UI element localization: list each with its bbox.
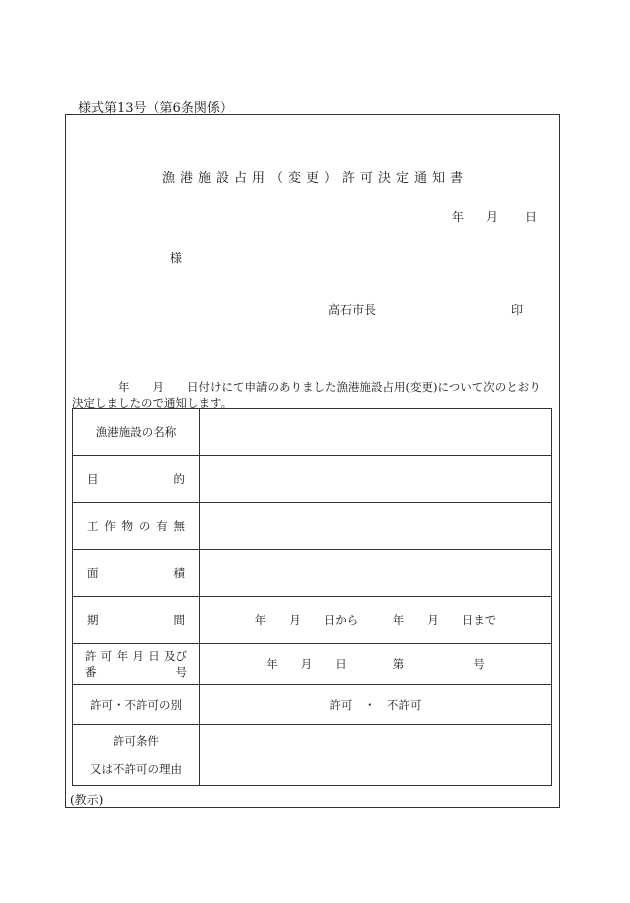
decision-value: 許可 ・ 不許可	[329, 697, 422, 712]
area-value	[200, 550, 552, 597]
conditions-label-line1: 許可条件	[113, 734, 159, 748]
structures-label: 工 作 物 の 有 無	[87, 519, 185, 533]
table-row-structures	[73, 503, 552, 550]
purpose-value	[200, 456, 552, 503]
period-value: 年 月 日から 年 月 日まで	[254, 613, 497, 627]
area-label: 面 積	[87, 566, 185, 580]
notice-table	[72, 408, 552, 786]
structures-value	[200, 503, 552, 550]
form-number: 様式第13号（第6条関係）	[78, 101, 233, 116]
permit-date-label-line1: 許 可 年 月 日 及び	[85, 649, 187, 663]
table-row-permit-date	[73, 644, 552, 685]
date-year: 年	[452, 210, 465, 224]
footnote-instruction: (教示)	[70, 793, 104, 807]
table-row-conditions	[73, 725, 552, 786]
permit-date-value: 年 月 日 第 号	[266, 657, 485, 671]
table-row-decision	[73, 685, 552, 725]
conditions-label-line2: 又は不許可の理由	[90, 762, 182, 776]
table-row-area	[73, 550, 552, 597]
purpose-label: 目 的	[87, 472, 185, 486]
body-text-line1: 年 月 日付けにて申請のありました漁港施設占用(変更)について次のとおり	[118, 380, 541, 394]
facility-name-label: 漁港施設の名称	[95, 425, 177, 439]
seal-mark: 印	[511, 303, 524, 317]
facility-name-value	[200, 409, 552, 456]
permit-date-label-line2: 番 号	[85, 665, 187, 679]
period-label: 期 間	[87, 613, 185, 627]
issuer-name: 高石市長	[328, 303, 377, 317]
table-row-facility-name	[73, 409, 552, 456]
conditions-value	[200, 725, 552, 786]
table-row-period	[73, 597, 552, 644]
decision-label: 許可・不許可の別	[90, 697, 182, 712]
date-day: 日	[525, 210, 538, 224]
body-text-line2: 決定しましたので通知します。	[72, 396, 233, 410]
document-title: 漁港施設占用（変更）許可決定通知書	[161, 171, 468, 186]
addressee-suffix: 様	[170, 251, 183, 265]
date-month: 月	[486, 210, 499, 224]
table-row-purpose	[73, 456, 552, 503]
